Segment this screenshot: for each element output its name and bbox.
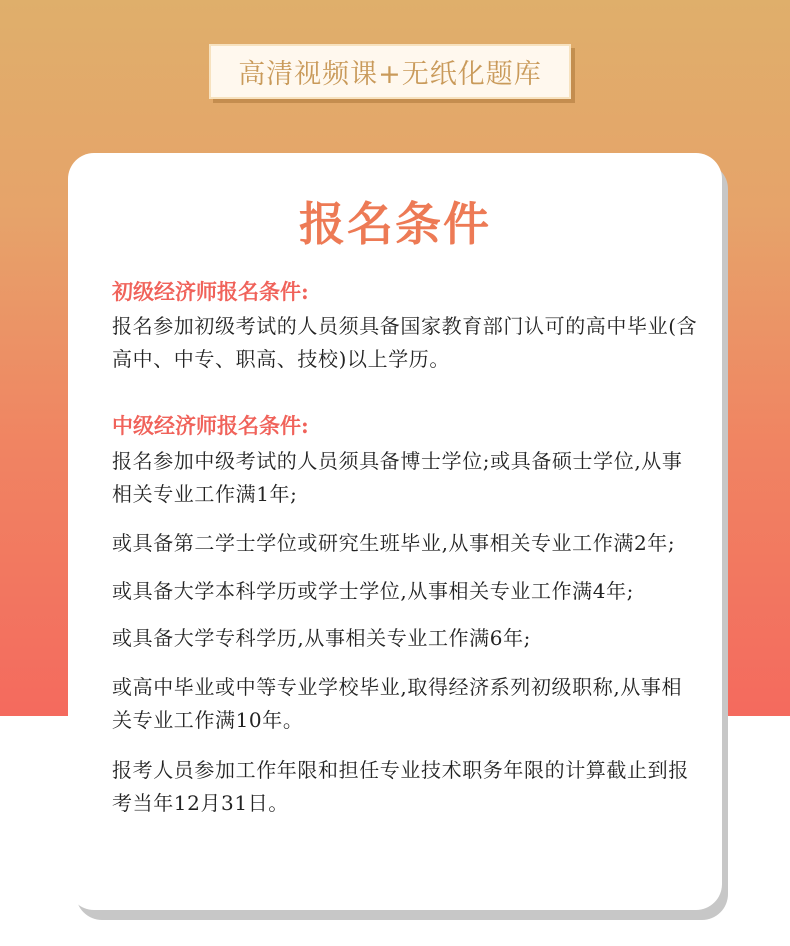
paragraph-intermediate-1: 报名参加中级考试的人员须具备博士学位;或具备硕士学位,从事相关专业工作满1年; (112, 449, 683, 506)
section-heading-intermediate: 中级经济师报名条件: (112, 413, 309, 438)
paragraph-intermediate-2: 或具备第二学士学位或研究生班毕业,从事相关专业工作满2年; (112, 531, 676, 555)
card-title: 报名条件 (299, 197, 491, 251)
paragraph-intermediate-4: 或具备大学专科学历,从事相关专业工作满6年; (112, 626, 532, 650)
banner-text: 高清视频课+无纸化题库 (238, 59, 542, 90)
section-heading-junior: 初级经济师报名条件: (112, 279, 309, 304)
paragraph-intermediate-5: 或高中毕业或中等专业学校毕业,取得经济系列初级职称,从事相关专业工作满10年。 (112, 675, 683, 732)
top-banner (209, 44, 571, 99)
paragraph-intermediate-6: 报考人员参加工作年限和担任专业技术职务年限的计算截止到报考当年12月31日。 (112, 758, 689, 815)
paragraph-intermediate-3: 或具备大学本科学历或学士学位,从事相关专业工作满4年; (112, 579, 635, 603)
paragraph-junior-1: 报名参加初级考试的人员须具备国家教育部门认可的高中毕业(含高中、中专、职高、技校)以上学历。 (112, 314, 698, 371)
